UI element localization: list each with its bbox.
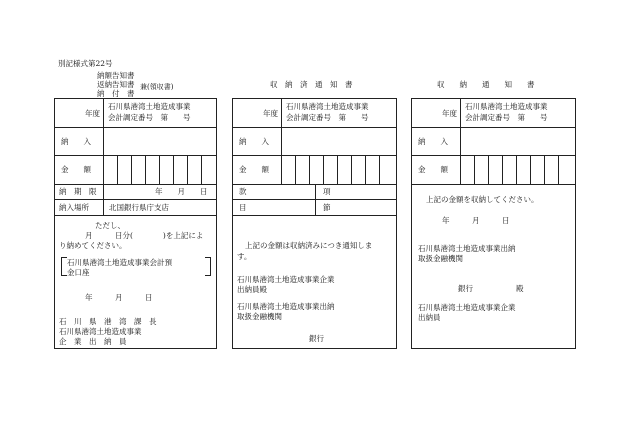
place-value: 北国銀行県庁支店 xyxy=(109,203,169,212)
note-line3: り納めてください。 xyxy=(59,241,127,250)
recipient-1: 石川県港湾土地造成事業企業 xyxy=(237,275,335,284)
kan-label: 款 xyxy=(239,187,247,196)
recipient-2: 出納員殿 xyxy=(237,285,267,294)
amount-label: 金 額 xyxy=(418,165,448,174)
bank-label: 銀行 xyxy=(309,334,324,343)
payer-label: 納 入 xyxy=(239,137,269,146)
fiscal-year-label: 年度 xyxy=(442,109,457,118)
amount-label: 金 額 xyxy=(61,165,91,174)
from-line2: 出納員 xyxy=(418,313,441,322)
sender-1: 石川県港湾土地造成事業出納 xyxy=(237,302,335,311)
dept-line1: 石川県港湾土地造成事業 xyxy=(108,102,191,111)
notice-line2: す。 xyxy=(237,252,252,261)
bank-label: 銀行 xyxy=(458,284,473,293)
note-line1: ただし、 xyxy=(95,221,125,230)
kou-label: 項 xyxy=(323,187,331,196)
sender-2: 取扱金融機関 xyxy=(237,312,282,321)
to-line2: 取扱金融機関 xyxy=(418,254,463,263)
dept-line2: 会計調定番号 第 号 xyxy=(286,113,369,122)
form-number: 別記様式第22号 xyxy=(58,59,113,68)
note-line2: 月 日分( )を上記によ xyxy=(85,231,204,240)
dept-line1: 石川県港湾土地造成事業 xyxy=(465,102,548,111)
payment-slip-panel xyxy=(54,98,217,349)
moku-label: 目 xyxy=(239,203,247,212)
header-left-line2: 返納告知書 xyxy=(97,80,135,89)
collection-notice-panel xyxy=(411,98,576,349)
account-line2: 金口座 xyxy=(67,268,90,277)
deadline-label: 納 期 限 xyxy=(59,187,97,196)
header-left-suffix: 兼(領収書) xyxy=(140,83,174,91)
signer-3: 企 業 出 納 員 xyxy=(59,337,127,346)
header-left-line3: 納 付 書 xyxy=(97,89,135,98)
fiscal-year-label: 年度 xyxy=(263,109,278,118)
setsu-label: 節 xyxy=(323,203,331,212)
signer-2: 石川県港湾土地造成事業 xyxy=(59,327,142,336)
collect-instruction: 上記の金額を収納してください。 xyxy=(426,195,539,204)
place-label: 納入場所 xyxy=(59,203,89,212)
header-middle: 収 納 済 通 知 書 xyxy=(270,80,353,89)
receipt-notice-panel xyxy=(232,98,397,349)
payer-label: 納 入 xyxy=(61,137,91,146)
honorific: 殿 xyxy=(516,284,524,293)
account-line1: 石川県港湾土地造成事業会計預 xyxy=(67,258,172,267)
notice-line1: 上記の金額は収納済みにつき通知しま xyxy=(245,241,373,250)
to-line1: 石川県港湾土地造成事業出納 xyxy=(418,244,516,253)
header-right: 収 納 通 知 書 xyxy=(437,80,535,89)
issue-date: 年 月 日 xyxy=(85,293,153,302)
amount-label: 金 額 xyxy=(239,165,269,174)
dept-line1: 石川県港湾土地造成事業 xyxy=(286,102,369,111)
from-line1: 石川県港湾土地造成事業企業 xyxy=(418,303,516,312)
fiscal-year-label: 年度 xyxy=(85,109,100,118)
date-line: 年 月 日 xyxy=(442,216,510,225)
payer-label: 納 入 xyxy=(418,137,448,146)
dept-line2: 会計調定番号 第 号 xyxy=(108,113,191,122)
dept-line2: 会計調定番号 第 号 xyxy=(465,113,548,122)
signer-1: 石 川 県 港 湾 課 長 xyxy=(59,317,157,326)
header-left-line1: 納額告知書 xyxy=(97,71,135,80)
deadline-value: 年 月 日 xyxy=(155,187,208,196)
